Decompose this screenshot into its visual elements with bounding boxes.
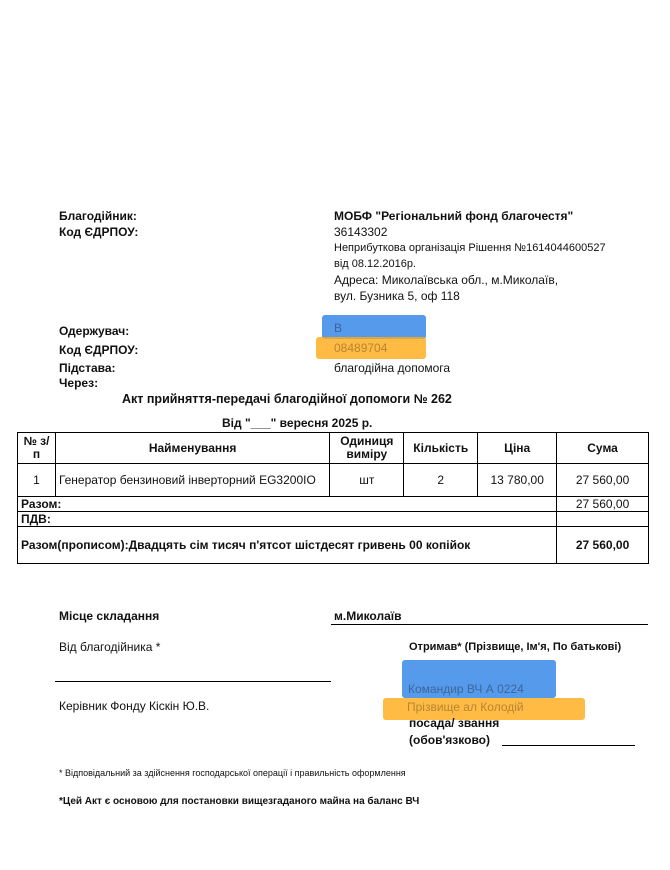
vat-value-cell	[557, 512, 649, 527]
recipient-label: Одержувач:	[59, 324, 130, 338]
basis-label: Підстава:	[59, 361, 116, 375]
recipient-name-redacted: В	[322, 315, 426, 339]
received-position-redacted: Прізвище ал Колодій	[383, 698, 585, 720]
mandatory-label: (обов'язково)	[409, 733, 490, 747]
via-label: Через:	[59, 376, 99, 390]
header-price: Ціна	[478, 433, 557, 464]
basis-value: благодійна допомога	[334, 361, 451, 375]
donor-label: Благодійник:	[59, 209, 137, 223]
place-label: Місце складання	[59, 609, 160, 623]
words-label: Разом(прописом):Двадцять сім тисяч п'ятсот шістдесят гривень 00 копійок	[18, 527, 557, 564]
footnote-basis: *Цей Акт є основою для постановки вищезгаданого майна на баланс ВЧ	[59, 796, 420, 807]
received-label: Отримав* (Прізвище, Ім'я, По батькові)	[409, 641, 622, 653]
donor-code: 36143302	[334, 225, 388, 239]
donor-code-label: Код ЄДРПОУ:	[59, 225, 139, 239]
recipient-code-redacted: 08489704	[316, 337, 426, 359]
vat-row	[18, 512, 649, 527]
donor-name: МОБФ "Регіональний фонд благочестя"	[334, 209, 574, 223]
act-date: Від "___" вересня 2025 р.	[222, 416, 373, 430]
donor-address-line2: вул. Бузника 5, оф 118	[334, 289, 460, 303]
donor-signature-line	[55, 681, 331, 682]
header-unit: Одиниця виміру	[330, 433, 404, 464]
words-row	[18, 527, 649, 564]
mandatory-underline	[502, 745, 635, 746]
position-label: посада/ звання	[409, 716, 500, 730]
row-num: 1	[18, 464, 56, 497]
words-value: 27 560,00	[557, 527, 649, 564]
row-qty: 2	[404, 464, 478, 497]
place-underline	[331, 624, 648, 625]
vat-label: ПДВ:	[18, 512, 557, 527]
row-name: Генератор бензиновий інверторний EG3200IO	[55, 464, 329, 497]
act-title: Акт прийняття-передачі благодійної допомоги № 262	[122, 392, 452, 406]
place-value: м.Миколаїв	[334, 609, 402, 623]
header-name: Найменування	[55, 433, 329, 464]
total-value: 27 560,00	[557, 497, 649, 512]
row-sum: 27 560,00	[557, 464, 649, 497]
footnote-responsible: * Відповідальний за здійснення господарської операції і правильність оформлення	[59, 768, 406, 778]
goods-table	[17, 432, 649, 564]
row-unit: шт	[330, 464, 404, 497]
director-label: Керівник Фонду Кіскін Ю.В.	[59, 699, 210, 713]
table-header-row	[18, 433, 649, 464]
donor-address-line1: Адреса: Миколаївська обл., м.Миколаїв,	[334, 273, 559, 287]
header-sum: Сума	[557, 433, 649, 464]
row-price: 13 780,00	[478, 464, 557, 497]
received-name-redacted: Командир ВЧ А 0224	[402, 660, 556, 698]
donor-note-line2: від 08.12.2016р.	[334, 258, 416, 270]
from-donor-label: Від благодійника *	[59, 640, 161, 654]
total-label: Разом:	[18, 497, 557, 512]
header-num: № з/п	[18, 433, 56, 464]
recipient-code-label: Код ЄДРПОУ:	[59, 343, 139, 357]
total-row	[18, 497, 649, 512]
donor-note-line1: Неприбуткова організація Рішення №1614044600527	[334, 242, 606, 254]
table-row	[18, 464, 649, 497]
header-qty: Кількість	[404, 433, 478, 464]
